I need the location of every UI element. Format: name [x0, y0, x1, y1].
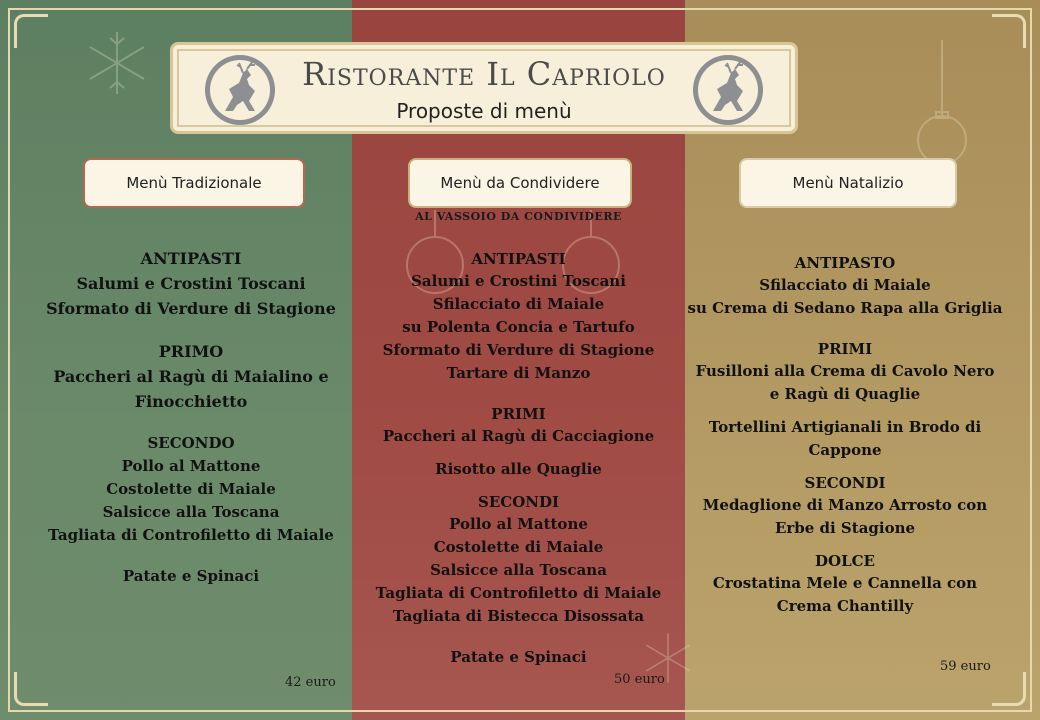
menu-item: Crostatina Mele e Cannella con	[712, 574, 978, 592]
menu-item: Fusilloni alla Crema di Cavolo Nero	[695, 362, 995, 380]
menu-item: Finocchietto	[134, 392, 248, 411]
menu-item: Salsicce alla Toscana	[430, 561, 607, 579]
menu-item: Patate e Spinaci	[122, 567, 260, 585]
deer-medal-icon	[691, 53, 765, 127]
tab-menu-natalizio[interactable]: Menù Natalizio	[739, 158, 957, 208]
menu-item: Salsicce alla Toscana	[102, 503, 280, 521]
section-title: ANTIPASTI	[140, 249, 242, 268]
section-title: SECONDO	[147, 434, 235, 452]
section-title: ANTIPASTO	[794, 254, 896, 272]
menu-item: Tagliata di Controfiletto di Maiale	[375, 584, 662, 602]
menu-item: Tagliata di Controfiletto di Maiale	[48, 526, 334, 544]
menu-item: Sformato di Verdure di Stagione	[46, 299, 336, 318]
menu-item: Crema Chantilly	[776, 597, 914, 615]
section-title: ANTIPASTI	[471, 250, 566, 268]
menu-item: Paccheri al Ragù di Maialino e	[53, 367, 329, 386]
menu-item: Patate e Spinaci	[450, 648, 587, 666]
section-title: PRIMI	[491, 405, 546, 423]
price-menu-tradizionale: 42 euro	[285, 675, 336, 690]
section-title: PRIMI	[817, 340, 873, 358]
header-plaque	[170, 42, 798, 134]
menu-item: Tortellini Artigianali in Brodo di	[708, 418, 982, 436]
menu-item: su Polenta Concia e Tartufo	[402, 318, 635, 336]
menu-item: Pollo al Mattone	[121, 457, 261, 475]
share-tray-note: AL VASSOIO DA CONDIVIDERE	[415, 210, 622, 223]
menu-item: Tartare di Manzo	[446, 364, 591, 382]
menu-item: su Crema di Sedano Rapa alla Griglia	[687, 299, 1003, 317]
page-subtitle: Proposte di menù	[396, 99, 572, 123]
menu-natalizio	[685, 252, 1005, 618]
menu-item: e Ragù di Quaglie	[769, 385, 921, 403]
tab-menu-condividere[interactable]: Menù da Condividere	[408, 158, 632, 208]
section-title: PRIMO	[158, 342, 224, 361]
menu-item: Tagliata di Bistecca Disossata	[392, 607, 645, 625]
menu-item: Salumi e Crostini Toscani	[76, 274, 306, 293]
restaurant-title: Ristorante Il Capriolo	[302, 55, 666, 93]
menu-item: Costolette di Maiale	[433, 538, 604, 556]
menu-item: Sfilacciato di Maiale	[759, 276, 931, 294]
menu-item: Cappone	[808, 441, 882, 459]
menu-condividere	[352, 248, 685, 669]
menu-item: Risotto alle Quaglie	[435, 460, 602, 478]
menu-item: Medaglione di Manzo Arrosto con	[702, 496, 988, 514]
snowflake-icon	[82, 28, 152, 98]
price-menu-condividere: 50 euro	[614, 672, 665, 687]
menu-tradizionale	[30, 246, 352, 588]
menu-item: Erbe di Stagione	[774, 519, 916, 537]
tab-menu-tradizionale[interactable]: Menù Tradizionale	[83, 158, 305, 208]
section-title: SECONDI	[477, 493, 559, 511]
ornament-icon	[912, 40, 972, 170]
section-title: DOLCE	[815, 552, 875, 570]
menu-item: Sfilacciato di Maiale	[432, 295, 605, 313]
menu-item: Sformato di Verdure di Stagione	[382, 341, 655, 359]
section-title: SECONDI	[804, 474, 886, 492]
menu-item: Costolette di Maiale	[106, 480, 276, 498]
menu-item: Paccheri al Ragù di Cacciagione	[382, 427, 655, 445]
menu-item: Salumi e Crostini Toscani	[411, 272, 626, 290]
price-menu-natalizio: 59 euro	[940, 659, 991, 674]
menu-item: Pollo al Mattone	[449, 515, 588, 533]
